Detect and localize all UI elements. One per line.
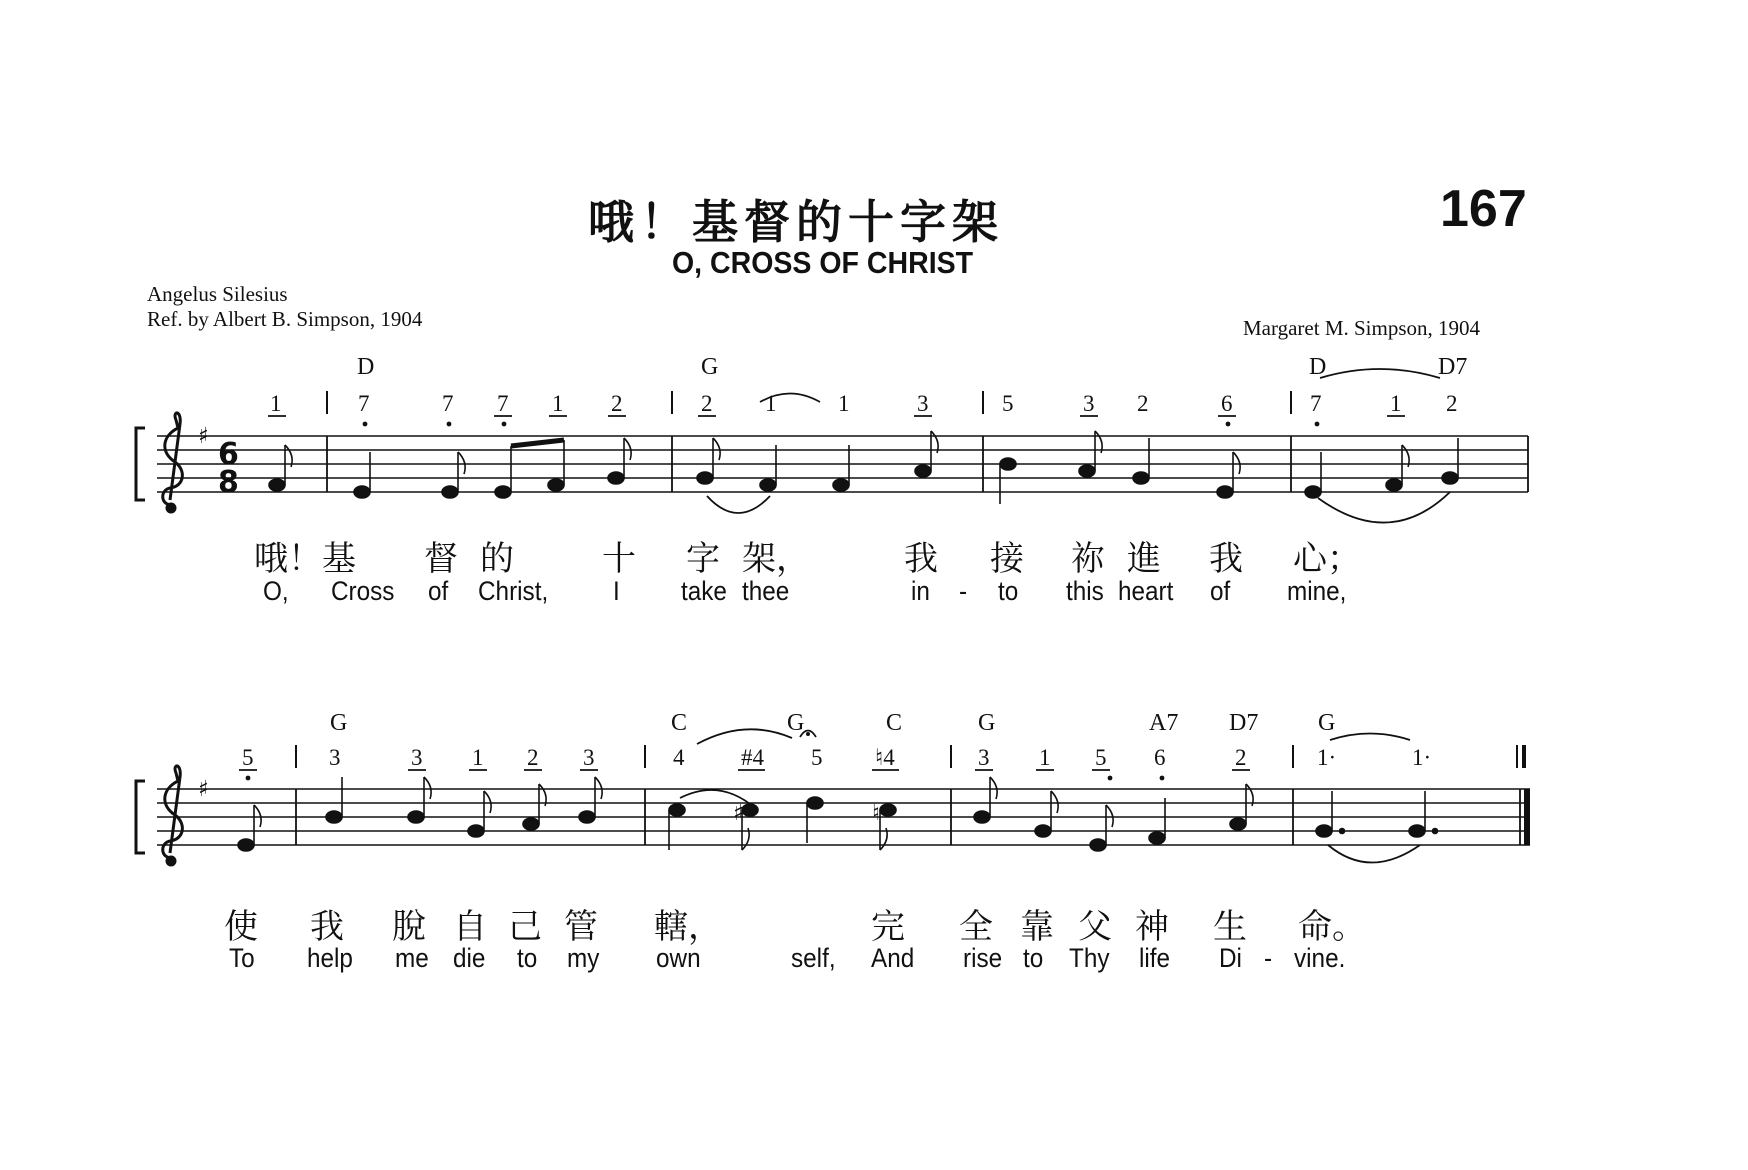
jianpu-number: 5	[242, 745, 254, 770]
slurs-line1	[707, 369, 1450, 523]
jianpu-number: 6	[1154, 745, 1166, 770]
lyric-cn: 管	[564, 907, 598, 947]
jianpu-number: 6	[1221, 391, 1233, 416]
lyric-cn: 完	[871, 907, 905, 947]
lyric-cn: 我	[310, 907, 344, 947]
lyric-en: Cross	[331, 576, 395, 606]
lyric-cn: 架，	[742, 539, 810, 579]
lyric-cn: 自	[453, 907, 487, 947]
jianpu-number: 3	[917, 391, 929, 416]
chord-symbol: A7	[1149, 710, 1179, 736]
lyric-en: thee	[742, 576, 790, 606]
composer: Margaret M. Simpson, 1904	[1243, 316, 1481, 340]
lyric-cn: 父	[1078, 907, 1112, 947]
sharp-accidental-icon: ♯	[733, 801, 744, 826]
lyric-en: vine.	[1294, 943, 1346, 973]
chord-symbol: G	[978, 710, 996, 736]
lyric-en: of	[428, 576, 449, 606]
key-signature-sharp-icon: ♯	[198, 424, 209, 449]
lyric-cn: 心；	[1293, 539, 1361, 579]
lyric-en: And	[871, 943, 915, 973]
lyric-en: self,	[791, 943, 836, 973]
chord-symbol: G	[787, 710, 805, 736]
jianpu-number: 2	[701, 391, 713, 416]
lyric-en: in	[911, 576, 930, 606]
lyric-cn: 我	[1209, 539, 1243, 579]
lyricist-ref: Ref. by Albert B. Simpson, 1904	[147, 307, 423, 331]
jianpu-number: 2	[527, 745, 539, 770]
chord-symbol: D	[1309, 354, 1327, 380]
jianpu-number: 1·	[1317, 745, 1337, 770]
jianpu-number: 3	[411, 745, 423, 770]
system-bracket	[136, 781, 145, 853]
lyric-en: own	[656, 943, 701, 973]
time-signature-bottom: 8	[218, 465, 239, 500]
lyric-cn: 字	[686, 539, 720, 579]
lyric-cn: 己	[508, 907, 542, 947]
lyric-cn: 生	[1213, 907, 1247, 947]
lyric-en: my	[567, 943, 600, 973]
jianpu-number: 1	[1390, 391, 1402, 416]
chord-symbol: C	[671, 710, 688, 736]
lyric-cn: 我	[904, 539, 938, 579]
lyric-cn: 使	[224, 907, 258, 947]
chord-symbol: G	[330, 710, 348, 736]
lyric-en: Thy	[1069, 943, 1110, 973]
lyric-en: to	[517, 943, 538, 973]
lyric-en: to	[1023, 943, 1044, 973]
notes-line1	[269, 431, 1458, 504]
lyric-en: heart	[1118, 576, 1174, 606]
jianpu-number: 3	[1083, 391, 1095, 416]
lyric-cn: 十	[602, 539, 636, 579]
chord-symbol: G	[1318, 710, 1336, 736]
notes-line2	[238, 777, 1438, 851]
jianpu-number: 2	[1446, 391, 1458, 416]
lyric-en: rise	[963, 943, 1003, 973]
lyric-en: Di	[1219, 943, 1242, 973]
jianpu-number: 3	[978, 745, 990, 770]
jianpu-octave-dots	[246, 422, 1320, 781]
jianpu-number: 1	[1039, 745, 1051, 770]
jianpu-number: 3	[583, 745, 595, 770]
chord-symbol: G	[701, 354, 719, 380]
lyric-cn: 的	[480, 539, 514, 579]
jianpu-number: 7	[497, 391, 509, 416]
jianpu-number: 7	[442, 391, 454, 416]
treble-clef-icon	[163, 766, 183, 865]
lyric-cn: 祢	[1071, 539, 1105, 579]
lyric-en: this	[1066, 576, 1104, 606]
lyric-cn: 全	[959, 907, 993, 947]
key-signature-sharp-icon: ♯	[198, 777, 209, 802]
slurs-line2	[680, 729, 1420, 862]
lyric-en: to	[998, 576, 1019, 606]
jianpu-number: 2	[1137, 391, 1149, 416]
jianpu-number: 1·	[1412, 745, 1432, 770]
time-signature-top: 6	[218, 437, 239, 472]
hymn-number: 167	[1440, 180, 1527, 238]
lyric-en: To	[229, 943, 255, 973]
jianpu-number: 1	[838, 391, 850, 416]
lyric-en: life	[1139, 943, 1171, 973]
jianpu-number: 3	[329, 745, 341, 770]
lyric-cn: 進	[1127, 539, 1161, 579]
jianpu-number: 1	[472, 745, 484, 770]
lyric-cn: 接	[990, 539, 1024, 579]
jianpu-underlines	[239, 416, 1405, 770]
lyric-cn: 靠	[1020, 907, 1054, 947]
jianpu-number: 5	[1002, 391, 1014, 416]
lyric-cn: 脫	[392, 907, 426, 947]
jianpu-number: 1	[765, 391, 777, 416]
chord-symbol: D	[357, 354, 375, 380]
system-bracket	[136, 428, 145, 500]
lyric-en: O,	[263, 576, 289, 606]
lyric-en: Christ,	[478, 576, 549, 606]
lyric-cn: 轄，	[654, 907, 722, 947]
lyric-cn: 命。	[1298, 907, 1366, 947]
jianpu-number: #4	[741, 745, 764, 770]
lyric-cn: 神	[1135, 907, 1169, 947]
jianpu-number: 1	[552, 391, 564, 416]
lyric-cn: 督	[424, 539, 458, 579]
jianpu-number: 4	[673, 745, 685, 770]
chord-symbol: D7	[1438, 354, 1468, 380]
treble-clef-icon	[163, 413, 183, 512]
jianpu-barlines	[296, 391, 1524, 768]
fermata-icon	[800, 731, 816, 738]
lyric-en: die	[453, 943, 486, 973]
jianpu-number: 5	[1095, 745, 1107, 770]
jianpu-number: 7	[1310, 391, 1322, 416]
lyric-en: I	[613, 576, 620, 606]
lyric-en: take	[681, 576, 727, 606]
jianpu-number: 1	[270, 391, 282, 416]
lyricist: Angelus Silesius	[147, 282, 288, 306]
lyric-en: of	[1210, 576, 1231, 606]
jianpu-number: 5	[811, 745, 823, 770]
title-english: O, CROSS OF CHRIST	[672, 245, 974, 280]
chord-symbol: C	[886, 710, 903, 736]
lyric-en: -	[1264, 943, 1273, 973]
jianpu-number: ♮4	[875, 745, 895, 770]
chord-symbol: D7	[1229, 710, 1259, 736]
natural-accidental-icon: ♮	[872, 801, 880, 826]
title-chinese: 哦！基督的十字架	[588, 195, 1004, 249]
lyric-en: -	[959, 576, 968, 606]
lyric-cn: 哦！基	[254, 539, 356, 579]
jianpu-number: 2	[1235, 745, 1247, 770]
lyric-en: help	[307, 943, 353, 973]
jianpu-number: 7	[358, 391, 370, 416]
lyric-en: mine,	[1287, 576, 1347, 606]
jianpu-number: 2	[611, 391, 623, 416]
lyric-en: me	[395, 943, 429, 973]
